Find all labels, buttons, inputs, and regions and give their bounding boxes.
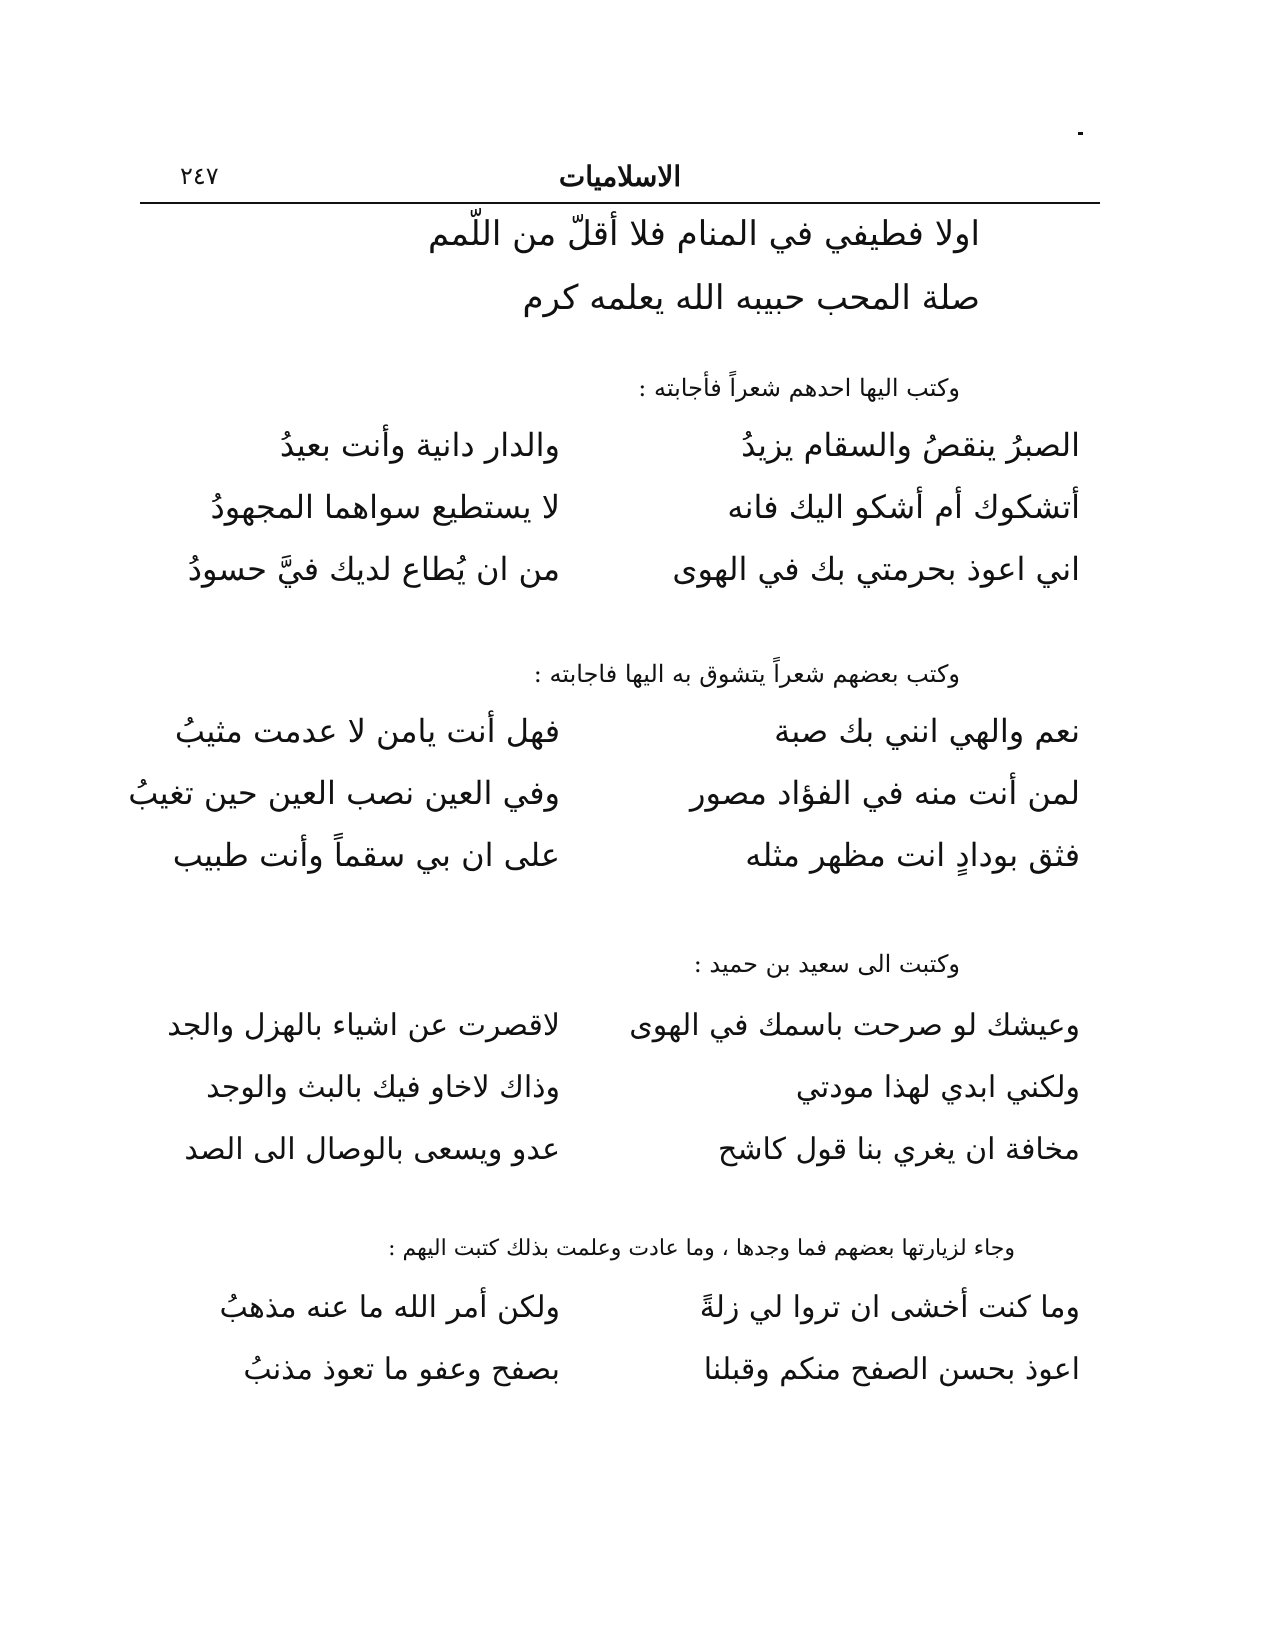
second-hemistich: بصفح وعفو ما تعوذ مذنبُ	[243, 1352, 560, 1387]
couplet	[130, 1132, 1080, 1194]
first-hemistich: مخافة ان يغري بنا قول كاشح	[717, 1132, 1080, 1167]
verse-block-4	[130, 1008, 1080, 1194]
header-rule	[140, 202, 1100, 204]
second-hemistich: ولكن أمر الله ما عنه مذهبُ	[219, 1290, 560, 1325]
first-hemistich: الصبرُ ينقصُ والسقام يزيدُ	[741, 426, 1080, 464]
page-header	[140, 160, 1100, 200]
second-hemistich: من ان يُطاع لديك فيَّ حسودُ	[187, 550, 560, 588]
verse-line	[220, 214, 980, 278]
couplet	[130, 836, 1080, 898]
couplet	[130, 1352, 1080, 1414]
section-intro: وكتبت الى سعيد بن حميد :	[693, 950, 960, 978]
second-hemistich: وذاك لاخاو فيك بالبث والوجد	[206, 1070, 560, 1105]
verse-block-5	[130, 1290, 1080, 1414]
second-hemistich: وفي العين نصب العين حين تغيبُ	[128, 774, 560, 812]
running-title: الاسلاميات	[558, 160, 682, 193]
verse-line	[220, 278, 980, 342]
first-hemistich: نعم والهي انني بك صبة	[774, 712, 1080, 750]
couplet	[130, 1290, 1080, 1352]
second-hemistich: لاقصرت عن اشياء بالهزل والجد	[167, 1008, 560, 1043]
first-hemistich: فثق بودادٍ انت مظهر مثله	[745, 836, 1080, 874]
section-intro: وجاء لزيارتها بعضهم فما وجدها ، وما عادت وعلمت بذلك كتبت اليهم :	[388, 1236, 1015, 1261]
first-hemistich: اني اعوذ بحرمتي بك في الهوى	[672, 550, 1080, 588]
first-hemistich: ولكني ابدي لهذا مودتي	[795, 1070, 1080, 1105]
first-hemistich: لمن أنت منه في الفؤاد مصور	[690, 774, 1080, 812]
section-intro: وكتب اليها احدهم شعراً فأجابته :	[638, 374, 960, 402]
section-intro: وكتب بعضهم شعراً يتشوق به اليها فاجابته :	[533, 660, 960, 688]
second-hemistich: لا يستطيع سواهما المجهودُ	[210, 488, 560, 526]
couplet	[130, 1008, 1080, 1070]
couplet	[130, 550, 1080, 612]
second-hemistich: على ان بي سقماً وأنت طبيب	[172, 836, 560, 874]
verse-block-2	[130, 426, 1080, 612]
couplet	[130, 426, 1080, 488]
verse-text: صلة المحب حبيبه الله يعلمه كرم	[522, 278, 980, 318]
couplet	[130, 712, 1080, 774]
first-hemistich: أتشكوك أم أشكو اليك فانه	[727, 488, 1080, 526]
couplet	[130, 1070, 1080, 1132]
second-hemistich: فهل أنت يامن لا عدمت مثيبُ	[174, 712, 560, 750]
couplet	[130, 774, 1080, 836]
second-hemistich: والدار دانية وأنت بعيدُ	[279, 426, 560, 464]
couplet	[130, 488, 1080, 550]
verse-block-3	[130, 712, 1080, 898]
print-speck	[1078, 132, 1083, 135]
first-hemistich: وما كنت أخشى ان تروا لي زلةً	[699, 1290, 1080, 1325]
page-number: ٢٤٧	[180, 162, 219, 190]
verse-text: اولا فطيفي في المنام فلا أقلّ من اللّمم	[427, 214, 980, 254]
first-hemistich: وعيشك لو صرحت باسمك في الهوى	[629, 1008, 1080, 1043]
verse-block-1	[220, 214, 980, 342]
first-hemistich: اعوذ بحسن الصفح منكم وقبلنا	[703, 1352, 1080, 1387]
second-hemistich: عدو ويسعى بالوصال الى الصد	[184, 1132, 560, 1167]
